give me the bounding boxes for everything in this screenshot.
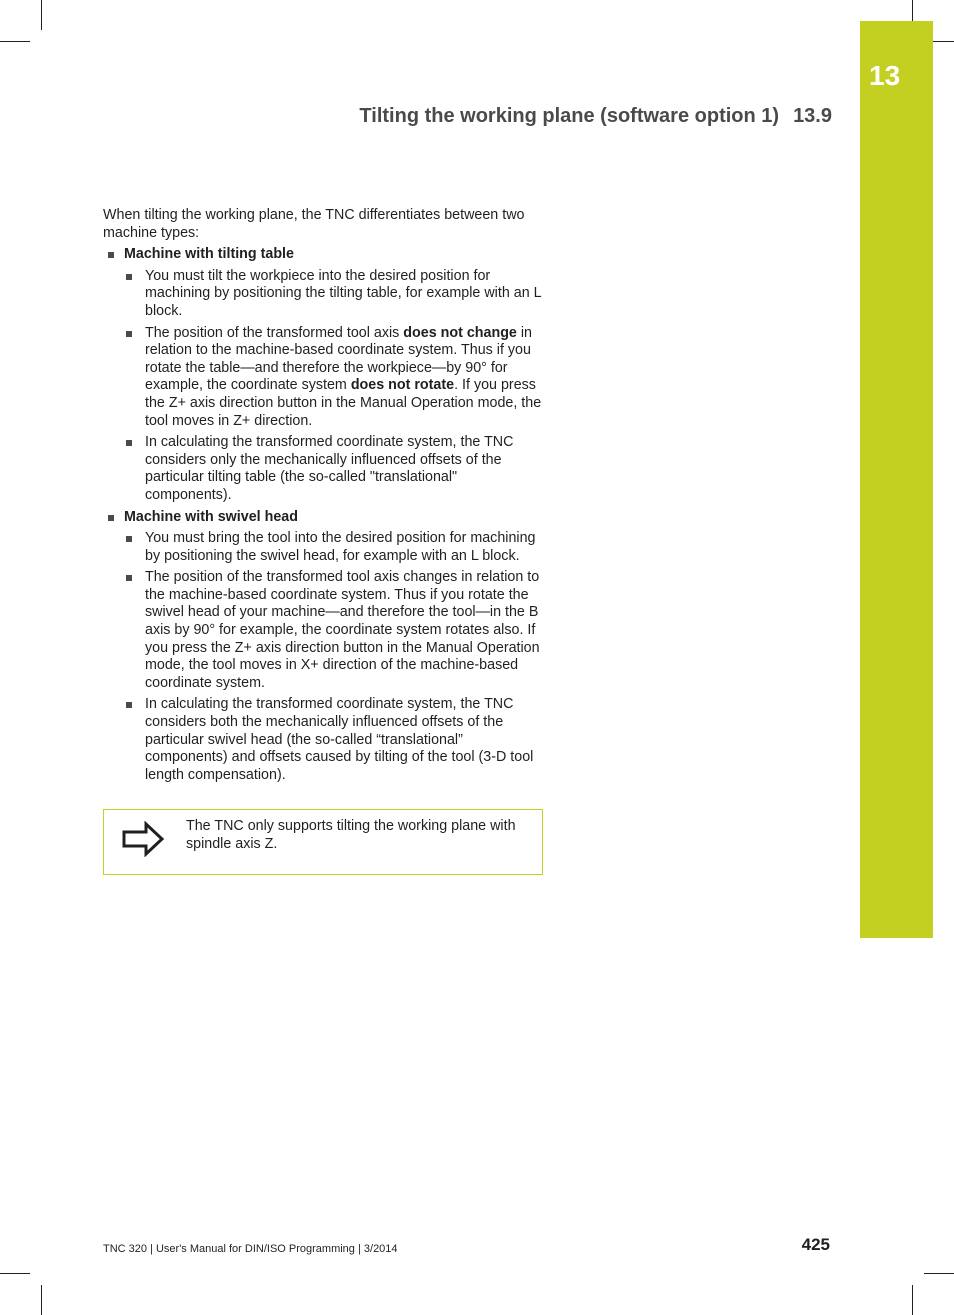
detail-emphasis: does not rotate [350, 377, 455, 394]
header-title: Tilting the working plane (software option 1) [359, 105, 780, 127]
section-number: 13.9 [793, 105, 832, 127]
page-header [359, 103, 832, 129]
detail-text: In calculating the transformed coordinate system, the TNC considers both the mechanically influenced offsets of the particular swivel head (the so-called “translational” components) and offsets caused by tilting of the tool (3-D tool length compensation). [145, 696, 534, 783]
detail-text: You must tilt the workpiece into the desired position for machining by positioning the tilting table, for example with an L block. [145, 267, 542, 319]
detail-item [124, 268, 543, 321]
detail-item [124, 325, 543, 431]
crop-mark [0, 41, 30, 42]
detail-item [124, 530, 543, 565]
crop-mark [0, 1273, 30, 1274]
note-text: The TNC only supports tilting the working plane with spindle axis Z. [186, 818, 516, 852]
detail-text: The position of the transformed tool axis changes in relation to the machine-based coordinate system. Thus if you rotate the swivel head of your machine—and therefore the tool—in the B axis by 90° for example, the coordinate system rotates also. If you press the Z+ axis direction button in the Manual Operation mode, the tool moves in X+ direction of the machine-based coordinate system. [145, 569, 540, 691]
note-box [103, 809, 543, 875]
footer-text: TNC 320 | User's Manual for DIN/ISO Programming | 3/2014 [103, 1243, 398, 1255]
detail-list [124, 530, 543, 784]
detail-text: . If you press the Z+ axis direction button in the Manual Operation mode, the tool moves in Z+ direction. [145, 377, 542, 429]
bullet-icon [126, 274, 132, 280]
intro-paragraph: When tilting the working plane, the TNC differentiates between two machine types: [103, 207, 525, 241]
machine-type-heading: Machine with swivel head [124, 508, 298, 525]
crop-mark [924, 1273, 954, 1274]
detail-text: The position of the transformed tool axis [145, 324, 404, 341]
bullet-icon [126, 331, 132, 337]
bullet-icon [126, 536, 132, 542]
bullet-icon [108, 515, 114, 521]
crop-mark [41, 1285, 42, 1315]
detail-item [124, 434, 543, 504]
machine-type-item [103, 509, 543, 785]
machine-type-list [103, 246, 543, 784]
machine-type-heading: Machine with tilting table [124, 246, 294, 263]
chapter-number: 13 [869, 60, 901, 91]
main-content [103, 207, 543, 784]
detail-list [124, 268, 543, 505]
machine-type-item [103, 246, 543, 504]
detail-text: In calculating the transformed coordinate system, the TNC considers only the mechanically influenced offsets of the particular tilting table (the so-called "translational" components). [145, 434, 514, 503]
detail-emphasis: does not change [403, 324, 517, 341]
bullet-icon [126, 440, 132, 446]
chapter-tab [860, 21, 933, 938]
detail-text: in relation to the machine-based coordinate system. Thus if you rotate the table—and therefore the workpiece—by 90° for example, the coordinate system [145, 324, 532, 394]
detail-item [124, 569, 543, 692]
crop-mark [912, 1285, 913, 1315]
arrow-right-icon [121, 821, 165, 857]
crop-mark [41, 0, 42, 30]
page-number: 425 [801, 1235, 830, 1254]
detail-text: You must bring the tool into the desired position for machining by positioning the swivel head, for example with an L block. [145, 530, 536, 564]
bullet-icon [108, 252, 114, 258]
bullet-icon [126, 575, 132, 581]
bullet-icon [126, 702, 132, 708]
detail-item [124, 696, 543, 784]
